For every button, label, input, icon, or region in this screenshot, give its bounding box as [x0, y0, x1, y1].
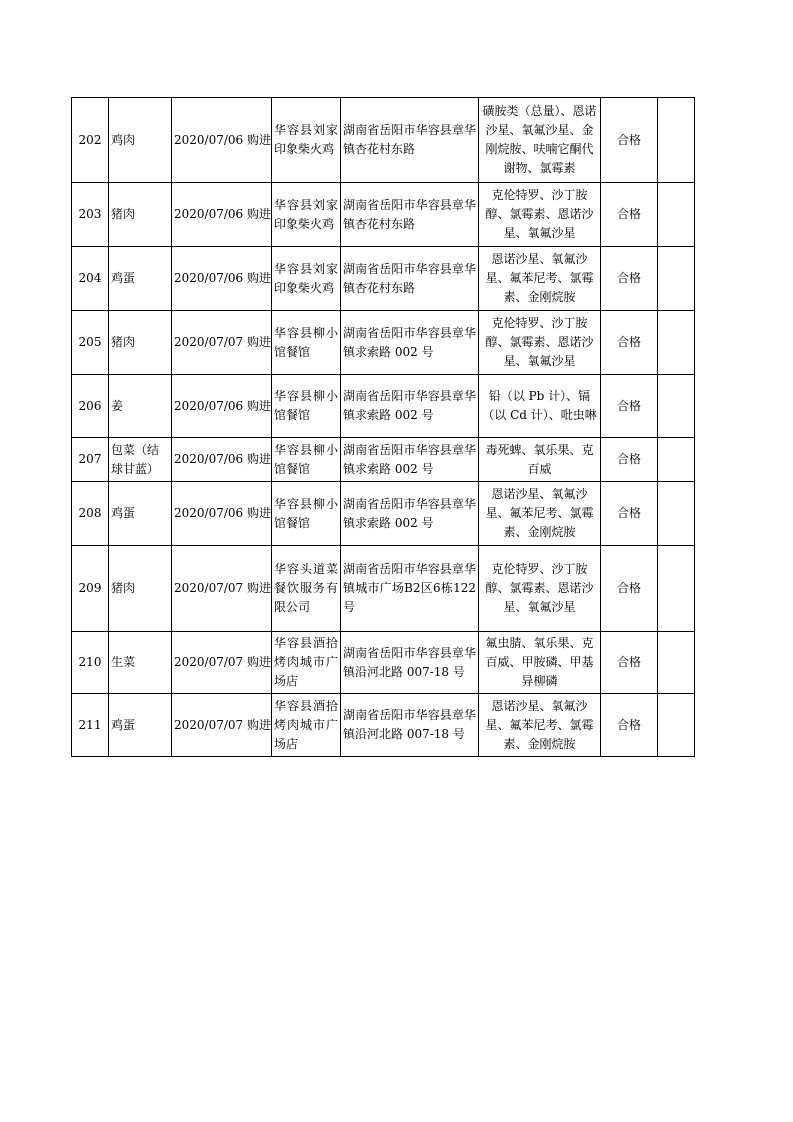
table-row — [72, 247, 695, 311]
food-name: 猪肉 — [109, 311, 172, 375]
table-row — [72, 98, 695, 183]
test-items: 氟虫腈、氧乐果、克百威、甲胺磷、甲基异柳磷 — [479, 632, 601, 694]
test-result: 合格 — [601, 482, 658, 546]
note-cell — [658, 546, 695, 632]
purchase-date: 2020/07/07 购进 — [172, 632, 272, 694]
table-row — [72, 311, 695, 375]
store-address: 湖南省岳阳市华容县章华镇求索路 002 号 — [341, 482, 479, 546]
store-name: 华容县柳小馆餐馆 — [272, 438, 341, 482]
food-name: 鸡肉 — [109, 98, 172, 183]
row-number: 209 — [72, 546, 109, 632]
store-address: 湖南省岳阳市华容县章华镇杏花村东路 — [341, 247, 479, 311]
purchase-date: 2020/07/07 购进 — [172, 546, 272, 632]
store-name: 华容县柳小馆餐馆 — [272, 311, 341, 375]
store-address: 湖南省岳阳市华容县章华镇求索路 002 号 — [341, 311, 479, 375]
test-result: 合格 — [601, 183, 658, 247]
test-items: 磺胺类（总量）、恩诺沙星、氧氟沙星、金刚烷胺、呋喃它酮代谢物、氯霉素 — [479, 98, 601, 183]
test-items: 毒死蜱、氧乐果、克百威 — [479, 438, 601, 482]
store-name: 华容县刘家印象柴火鸡 — [272, 247, 341, 311]
purchase-date: 2020/07/06 购进 — [172, 98, 272, 183]
food-name: 猪肉 — [109, 546, 172, 632]
table-row — [72, 482, 695, 546]
food-name: 鸡蛋 — [109, 694, 172, 757]
test-items: 铅（以 Pb 计）、镉（以 Cd 计）、吡虫啉 — [479, 375, 601, 438]
test-items: 恩诺沙星、氧氟沙星、氟苯尼考、氯霉素、金刚烷胺 — [479, 247, 601, 311]
table-row — [72, 694, 695, 757]
table-row — [72, 438, 695, 482]
store-address: 湖南省岳阳市华容县章华镇杏花村东路 — [341, 98, 479, 183]
row-number: 202 — [72, 98, 109, 183]
store-address: 湖南省岳阳市华容县章华镇沿河北路 007-18 号 — [341, 632, 479, 694]
store-address: 湖南省岳阳市华容县章华镇求索路 002 号 — [341, 375, 479, 438]
food-name: 鸡蛋 — [109, 247, 172, 311]
table-row — [72, 632, 695, 694]
store-address: 湖南省岳阳市华容县章华镇求索路 002 号 — [341, 438, 479, 482]
row-number: 203 — [72, 183, 109, 247]
table-row — [72, 546, 695, 632]
note-cell — [658, 694, 695, 757]
test-result: 合格 — [601, 546, 658, 632]
row-number: 206 — [72, 375, 109, 438]
purchase-date: 2020/07/07 购进 — [172, 311, 272, 375]
test-result: 合格 — [601, 438, 658, 482]
store-name: 华容县刘家印象柴火鸡 — [272, 183, 341, 247]
food-name: 鸡蛋 — [109, 482, 172, 546]
food-name: 姜 — [109, 375, 172, 438]
purchase-date: 2020/07/06 购进 — [172, 438, 272, 482]
row-number: 205 — [72, 311, 109, 375]
store-address: 湖南省岳阳市华容县章华镇杏花村东路 — [341, 183, 479, 247]
test-result: 合格 — [601, 98, 658, 183]
store-name: 华容县柳小馆餐馆 — [272, 482, 341, 546]
test-items: 克伦特罗、沙丁胺醇、氯霉素、恩诺沙星、氧氟沙星 — [479, 546, 601, 632]
store-name: 华容县酒拾烤肉城市广场店 — [272, 694, 341, 757]
purchase-date: 2020/07/06 购进 — [172, 375, 272, 438]
purchase-date: 2020/07/07 购进 — [172, 694, 272, 757]
note-cell — [658, 183, 695, 247]
row-number: 210 — [72, 632, 109, 694]
store-address: 湖南省岳阳市华容县章华镇城市广场B2区6栋122号 — [341, 546, 479, 632]
sampling-results-table — [71, 97, 695, 757]
food-name: 包菜（结球甘蓝） — [109, 438, 172, 482]
test-result: 合格 — [601, 311, 658, 375]
row-number: 208 — [72, 482, 109, 546]
store-name: 华容头道菜餐饮服务有限公司 — [272, 546, 341, 632]
note-cell — [658, 375, 695, 438]
row-number: 211 — [72, 694, 109, 757]
test-items: 恩诺沙星、氧氟沙星、氟苯尼考、氯霉素、金刚烷胺 — [479, 482, 601, 546]
note-cell — [658, 438, 695, 482]
row-number: 204 — [72, 247, 109, 311]
store-name: 华容县柳小馆餐馆 — [272, 375, 341, 438]
note-cell — [658, 482, 695, 546]
food-name: 猪肉 — [109, 183, 172, 247]
note-cell — [658, 98, 695, 183]
purchase-date: 2020/07/06 购进 — [172, 247, 272, 311]
note-cell — [658, 247, 695, 311]
purchase-date: 2020/07/06 购进 — [172, 183, 272, 247]
store-name: 华容县酒拾烤肉城市广场店 — [272, 632, 341, 694]
purchase-date: 2020/07/06 购进 — [172, 482, 272, 546]
note-cell — [658, 311, 695, 375]
test-result: 合格 — [601, 632, 658, 694]
table-row — [72, 375, 695, 438]
test-items: 恩诺沙星、氧氟沙星、氟苯尼考、氯霉素、金刚烷胺 — [479, 694, 601, 757]
store-name: 华容县刘家印象柴火鸡 — [272, 98, 341, 183]
test-result: 合格 — [601, 694, 658, 757]
note-cell — [658, 632, 695, 694]
store-address: 湖南省岳阳市华容县章华镇沿河北路 007-18 号 — [341, 694, 479, 757]
test-items: 克伦特罗、沙丁胺醇、氯霉素、恩诺沙星、氧氟沙星 — [479, 311, 601, 375]
food-name: 生菜 — [109, 632, 172, 694]
table-row — [72, 183, 695, 247]
test-result: 合格 — [601, 247, 658, 311]
test-items: 克伦特罗、沙丁胺醇、氯霉素、恩诺沙星、氧氟沙星 — [479, 183, 601, 247]
row-number: 207 — [72, 438, 109, 482]
test-result: 合格 — [601, 375, 658, 438]
